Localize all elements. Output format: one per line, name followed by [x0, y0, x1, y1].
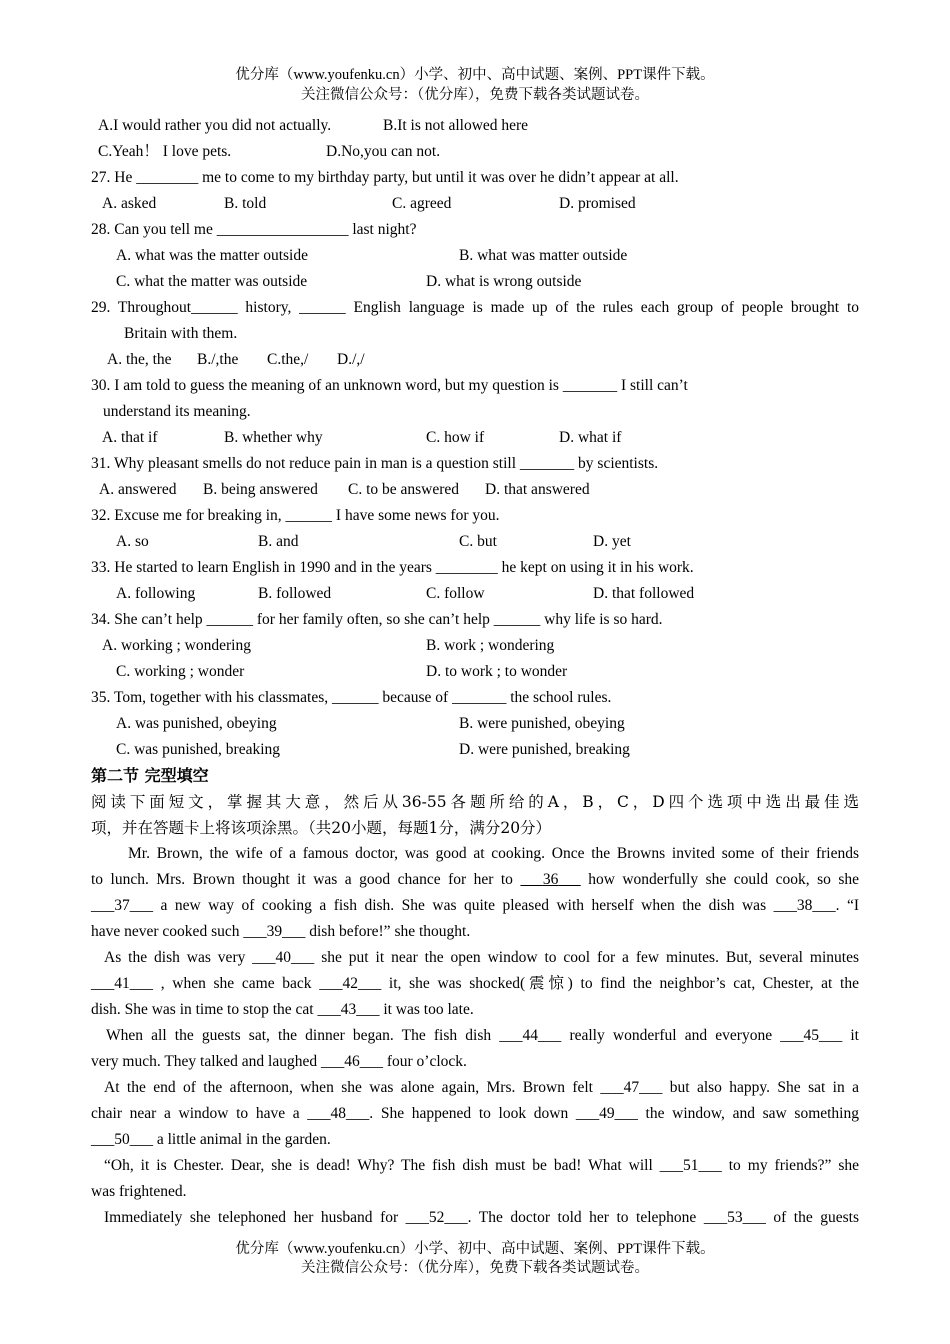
- q31-option-a: A. answered: [99, 481, 177, 498]
- q30-stem-line2: understand its meaning.: [103, 403, 251, 420]
- passage-p2-line2: ___41___ , when she came back ___42___ it, she was shocked(震惊) to find the neighbor’s cat, Chester, at the: [91, 975, 859, 992]
- q32-option-c: C. but: [459, 533, 497, 550]
- q27-option-d: D. promised: [559, 195, 636, 212]
- q33-option-d: D. that followed: [593, 585, 695, 602]
- q34-option-d: D. to work ; to wonder: [426, 663, 568, 680]
- page-footer-line2: 关注微信公众号：（优分库），免费下载各类试题试卷。: [301, 1260, 649, 1276]
- q30-option-a: A. that if: [102, 429, 158, 446]
- passage-p1-line2-start: to lunch. Mrs. Brown thought it was a good chance for her to: [91, 871, 513, 888]
- q27-option-b: B. told: [224, 195, 267, 212]
- q30-option-b: B. whether why: [224, 429, 323, 446]
- q32-option-b: B. and: [258, 533, 299, 550]
- q28-option-a: A. what was the matter outside: [116, 247, 308, 264]
- q31-option-c: C. to be answered: [348, 481, 460, 498]
- passage-p1-line1: Mr. Brown, the wife of a famous doctor, was good at cooking. Once the Browns invited some of their friends: [128, 845, 859, 862]
- q33-stem: 33. He started to learn English in 1990 and in the years ________ he kept on using it in his work.: [91, 559, 694, 576]
- q27-stem: 27. He ________ me to come to my birthday party, but until it was over he didn’t appear at all.: [91, 169, 679, 186]
- q32-option-a: A. so: [116, 533, 149, 550]
- passage-p5-line2: was frightened.: [91, 1183, 187, 1200]
- q28-option-b: B. what was matter outside: [459, 247, 628, 264]
- q33-option-a: A. following: [116, 585, 196, 602]
- q32-stem: 32. Excuse me for breaking in, ______ I have some news for you.: [91, 507, 500, 524]
- passage-p2-line3: dish. She was in time to stop the cat ___43___ it was too late.: [91, 1001, 474, 1018]
- q26-option-c: C.Yeah！ I love pets.: [98, 143, 232, 160]
- q35-option-a: A. was punished, obeying: [116, 715, 277, 732]
- q31-option-d: D. that answered: [485, 481, 590, 498]
- passage-p3-line2: very much. They talked and laughed ___46___ four o’clock.: [91, 1053, 467, 1070]
- q30-stem-line1: 30. I am told to guess the meaning of an unknown word, but my question is _______ I still can’t: [91, 377, 688, 394]
- q34-stem: 34. She can’t help ______ for her family often, so she can’t help ______ why life is so hard.: [91, 611, 663, 628]
- q29-option-b: B./,the: [197, 351, 239, 368]
- q30-option-d: D. what if: [559, 429, 622, 446]
- q33-option-c: C. follow: [426, 585, 485, 602]
- q35-option-d: D. were punished, breaking: [459, 741, 630, 758]
- q32-option-d: D. yet: [593, 533, 631, 550]
- q29-option-d: D./,/: [337, 351, 365, 368]
- q34-option-b: B. work ; wondering: [426, 637, 555, 654]
- q29-option-a: A. the, the: [107, 351, 172, 368]
- q30-option-c: C. how if: [426, 429, 485, 446]
- passage-p6-line1: Immediately she telephoned her husband for ___52___. The doctor told her to telephone ___53___ of the guests: [104, 1209, 859, 1226]
- page-footer-line1: 优分库（www.youfenku.cn）小学、初中、高中试题、案例、PPT课件下载。: [235, 1241, 715, 1257]
- passage-p1-line4: have never cooked such ___39___ dish before!” she thought.: [91, 923, 471, 940]
- passage-p4-line3: ___50___ a little animal in the garden.: [91, 1131, 331, 1148]
- section-instruction-line2: 项，并在答题卡上将该项涂黑。（共20小题，每题1分，满分20分）: [91, 819, 552, 837]
- passage-p1-line3: ___37___ a new way of cooking a fish dish. She was quite pleased with herself when the dish was ___38___. “I: [91, 897, 859, 914]
- passage-p2-line1: As the dish was very ___40___ she put it near the open window to cool for a few minutes. But, several minutes: [104, 949, 859, 966]
- page-header-line2: 关注微信公众号：（优分库），免费下载各类试题试卷。: [301, 87, 649, 103]
- q31-option-b: B. being answered: [203, 481, 318, 498]
- blank-36: [520, 871, 580, 888]
- passage-p1-line2-end: how wonderfully she could cook, so she: [588, 871, 859, 888]
- passage-p4-line2: chair near a window to have a ___48___. She happened to look down ___49___ the window, and saw something: [91, 1105, 859, 1122]
- q29-stem-line1: 29. Throughout______ history, ______ English language is made up of the rules each group of people brought to: [91, 299, 859, 316]
- section-instruction-line1: 阅读下面短文，掌握其大意，然后从36-55各题所给的A，B，C，D四个选项中选出最佳选: [91, 793, 859, 811]
- passage-p3-line1: When all the guests sat, the dinner began. The fish dish ___44___ really wonderful and everyone ___45___ it: [106, 1027, 859, 1044]
- blank-36-number: 36: [542, 871, 559, 888]
- q27-option-c: C. agreed: [392, 195, 452, 212]
- q34-option-a: A. working ; wondering: [102, 637, 251, 654]
- q26-option-a: A.I would rather you did not actually.: [98, 117, 332, 134]
- q35-stem: 35. Tom, together with his classmates, ______ because of _______ the school rules.: [91, 689, 612, 706]
- q28-option-d: D. what is wrong outside: [426, 273, 582, 290]
- q35-option-c: C. was punished, breaking: [116, 741, 281, 758]
- passage-p5-line1: “Oh, it is Chester. Dear, she is dead! Why? The fish dish must be bad! What will ___51___ to my friends?” she: [104, 1157, 859, 1174]
- q33-option-b: B. followed: [258, 585, 332, 602]
- q28-option-c: C. what the matter was outside: [116, 273, 308, 290]
- q34-option-c: C. working ; wonder: [116, 663, 245, 680]
- page-header-line1: 优分库（www.youfenku.cn）小学、初中、高中试题、案例、PPT课件下载。: [235, 67, 715, 83]
- q29-option-c: C.the,/: [267, 351, 309, 368]
- passage-p4-line1: At the end of the afternoon, when she was alone again, Mrs. Brown felt ___47___ but also happy. She sat in a: [104, 1079, 859, 1096]
- q26-option-d: D.No,you can not.: [326, 143, 441, 160]
- section-title: 第二节 完型填空: [91, 766, 209, 785]
- q27-option-a: A. asked: [102, 195, 157, 212]
- q31-stem: 31. Why pleasant smells do not reduce pain in man is a question still _______ by scientists.: [91, 455, 659, 472]
- q29-stem-line2: Britain with them.: [124, 325, 238, 342]
- q28-stem: 28. Can you tell me _________________ last night?: [91, 221, 417, 238]
- q35-option-b: B. were punished, obeying: [459, 715, 625, 732]
- q26-option-b: B.It is not allowed here: [383, 117, 529, 134]
- passage-p1-line2: [91, 870, 859, 890]
